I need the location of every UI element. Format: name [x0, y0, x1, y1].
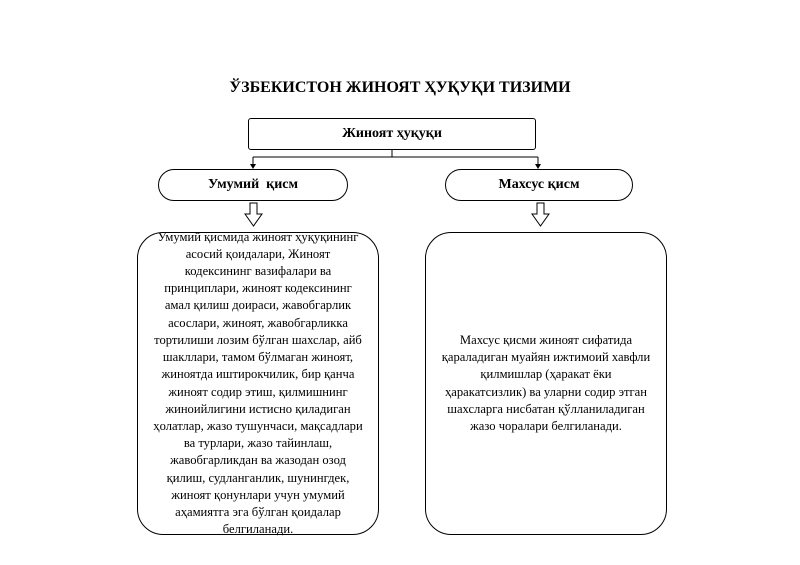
special-part-label: Махсус қисм: [498, 177, 580, 192]
special-part-description-box: [425, 232, 667, 535]
root-node: [248, 118, 536, 150]
general-part-label: Умумий қисм: [207, 177, 299, 192]
left-block-arrow: [245, 203, 262, 226]
general-part-description-box: [137, 229, 379, 537]
special-part-node: [445, 169, 633, 201]
right-block-arrow: [532, 203, 549, 226]
root-node-label: Жиноят ҳуқуқи: [342, 126, 442, 141]
general-part-description: Умумий қисмида жиноят ҳуқуқининг асосий қоидалари, Жиноят кодексининг вазифалари ва принциплари, жиноят кодексининг амал қилиш доираси, жавобгарлик асослари, жиноят, жавобгарликка тортилиши лозим бўлган шахслар, айб шакллари, тамом бўлмаган жиноят, жиноятда иштирокчилик, бир қанча жиноят содир этиш, қилмишнинг жиноийлигини истисно қиладиган ҳолатлар, жазо тушунчаси, мақсадлари ва турлари, жазо тайинлаш, жавобгарликдан ва жазодан озод қилиш, судланганлик, шунингдек, жиноят қонунлари учун умумий аҳамиятга эга бўлган қоидалар белгиланади.: [153, 229, 363, 537]
general-part-node: [158, 169, 348, 201]
special-part-description: Махсус қисми жиноят сифатида қараладиган муайян ижтимоий хавфли қилмишлар (ҳаракат ёки ҳаракатсизлик) ва уларни содир этган шахсларга нисбатан қўлланиладиган жазо чоралари белгиланади.: [441, 332, 651, 433]
diagram-title: ЎЗБЕКИСТОН ЖИНОЯТ ҲУҚУҚИ ТИЗИМИ: [229, 79, 571, 96]
